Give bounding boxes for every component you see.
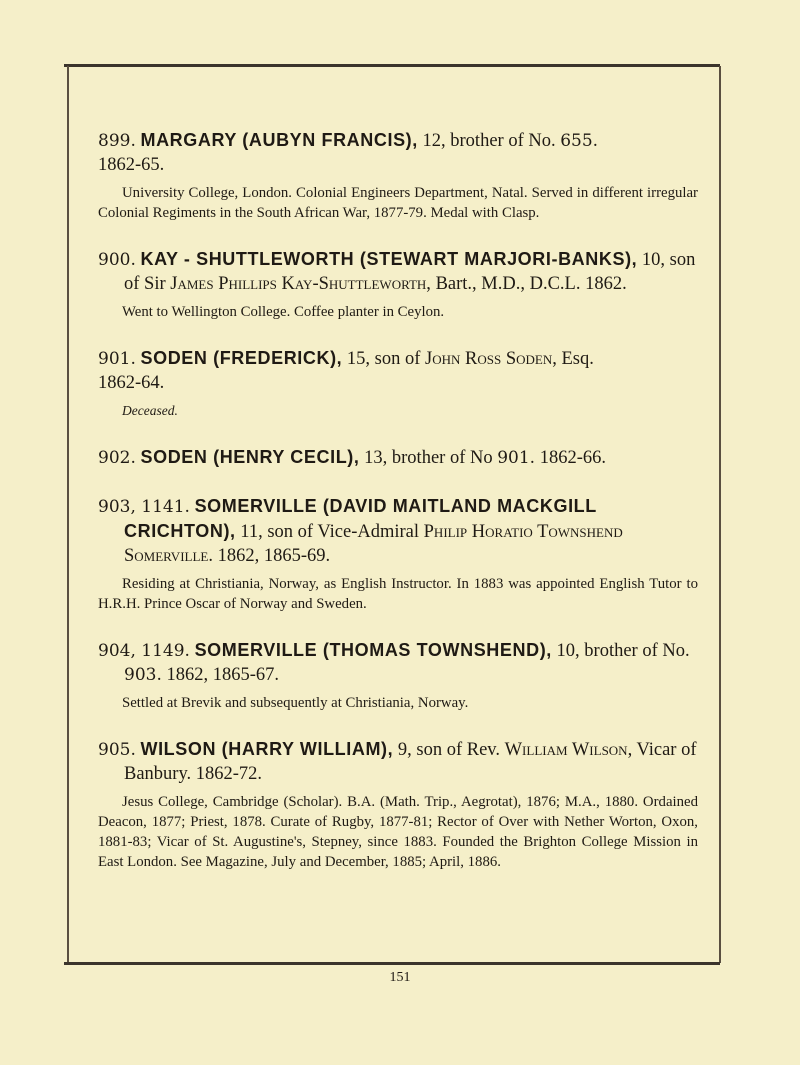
entry-detail-2: Esq.: [556, 349, 594, 369]
entry-parent-name: William Wilson,: [504, 740, 633, 760]
bottom-rule: [64, 962, 720, 965]
entry-description: Residing at Christiania, Norway, as English Instructor. In 1883 was appointed English Tutor to H.R.H. Prince Oscar of Norway and Sweden.: [98, 576, 698, 612]
page-number: 151: [389, 970, 411, 985]
entry-detail: 13, brother of No: [359, 448, 498, 468]
entry-parent-name: John Ross Soden,: [425, 349, 557, 369]
entry-number: 903, 1141.: [98, 497, 190, 517]
entry-900: [98, 247, 698, 322]
entry-903: [98, 494, 698, 614]
entry-number: 900.: [98, 250, 136, 270]
entry-detail-2: 1862-66.: [535, 448, 606, 468]
entry-902: [98, 445, 698, 470]
entry-detail-2: 1862, 1865-67.: [161, 665, 280, 685]
entry-name: WILSON (HARRY WILLIAM),: [140, 739, 394, 759]
entry-description: Jesus College, Cambridge (Scholar). B.A. (Math. Trip., Aegrotat), 1876; M.A., 1880. Ordained Deacon, 1877; Priest, 1878. Curate of Rugby, 1877-81; Rector of Over with Nether Worton, Oxon, 1881-83; Vicar of St. Augustine's, Stepney, since 1883. Founded the Brighton College Mission in East London. See Magazine, July and December, 1885; April, 1886.: [98, 794, 698, 870]
entry-reference: 903.: [124, 665, 162, 685]
entry-name: SODEN (HENRY CECIL),: [140, 447, 360, 467]
entry-years: 1862-65.: [98, 155, 165, 175]
entry-detail-2: 1862, 1865-69.: [212, 546, 331, 566]
entry-detail: 12, brother of No.: [417, 131, 561, 151]
entry-description: Settled at Brevik and subsequently at Christiania, Norway.: [122, 695, 469, 711]
entry-number: 905.: [98, 740, 136, 760]
entry-number: 901.: [98, 349, 136, 369]
entry-name: SODEN (FREDERICK),: [140, 348, 343, 368]
entry-description: Deceased.: [122, 403, 178, 418]
entry-detail: 10, son of Sir: [124, 250, 696, 294]
entry-parent-name: Philip Horatio Townshend Somerville.: [124, 522, 623, 566]
entry-parent-name: James Phillips Kay-Shuttleworth,: [170, 274, 431, 294]
entry-years: 1862-64.: [98, 373, 165, 393]
entry-detail-2: Bart., M.D., D.C.L. 1862.: [430, 274, 627, 294]
entry-detail: 11, son of Vice-Admiral: [235, 522, 424, 542]
entry-name: KAY - SHUTTLEWORTH (STEWART MARJORI-BANKS),: [140, 249, 638, 269]
entry-905: [98, 737, 698, 872]
entry-name: SOMERVILLE (DAVID MAITLAND MACKGILL CRICHTON),: [124, 496, 597, 541]
register-entries: [98, 128, 698, 896]
entry-904: [98, 638, 698, 713]
entry-number: 899.: [98, 131, 136, 151]
entry-899: [98, 128, 698, 223]
entry-reference: 901.: [497, 448, 536, 468]
entry-number: 902.: [98, 448, 136, 468]
entry-detail: 10, brother of No.: [551, 641, 690, 661]
entry-detail: 15, son of: [342, 349, 426, 369]
entry-number: 904, 1149.: [98, 641, 190, 661]
entry-detail: 9, son of Rev.: [393, 740, 505, 760]
entry-description: Went to Wellington College. Coffee planter in Ceylon.: [122, 304, 445, 320]
entry-description: University College, London. Colonial Engineers Department, Natal. Served in different irregular Colonial Regiments in the South African War, 1877-79. Medal with Clasp.: [98, 185, 698, 221]
entry-reference: 655.: [560, 131, 599, 151]
entry-name: MARGARY (AUBYN FRANCIS),: [140, 130, 418, 150]
entry-detail-2: Vicar of Banbury. 1862-72.: [124, 740, 697, 784]
entry-name: SOMERVILLE (THOMAS TOWNSHEND),: [194, 640, 552, 660]
entry-901: [98, 346, 698, 421]
